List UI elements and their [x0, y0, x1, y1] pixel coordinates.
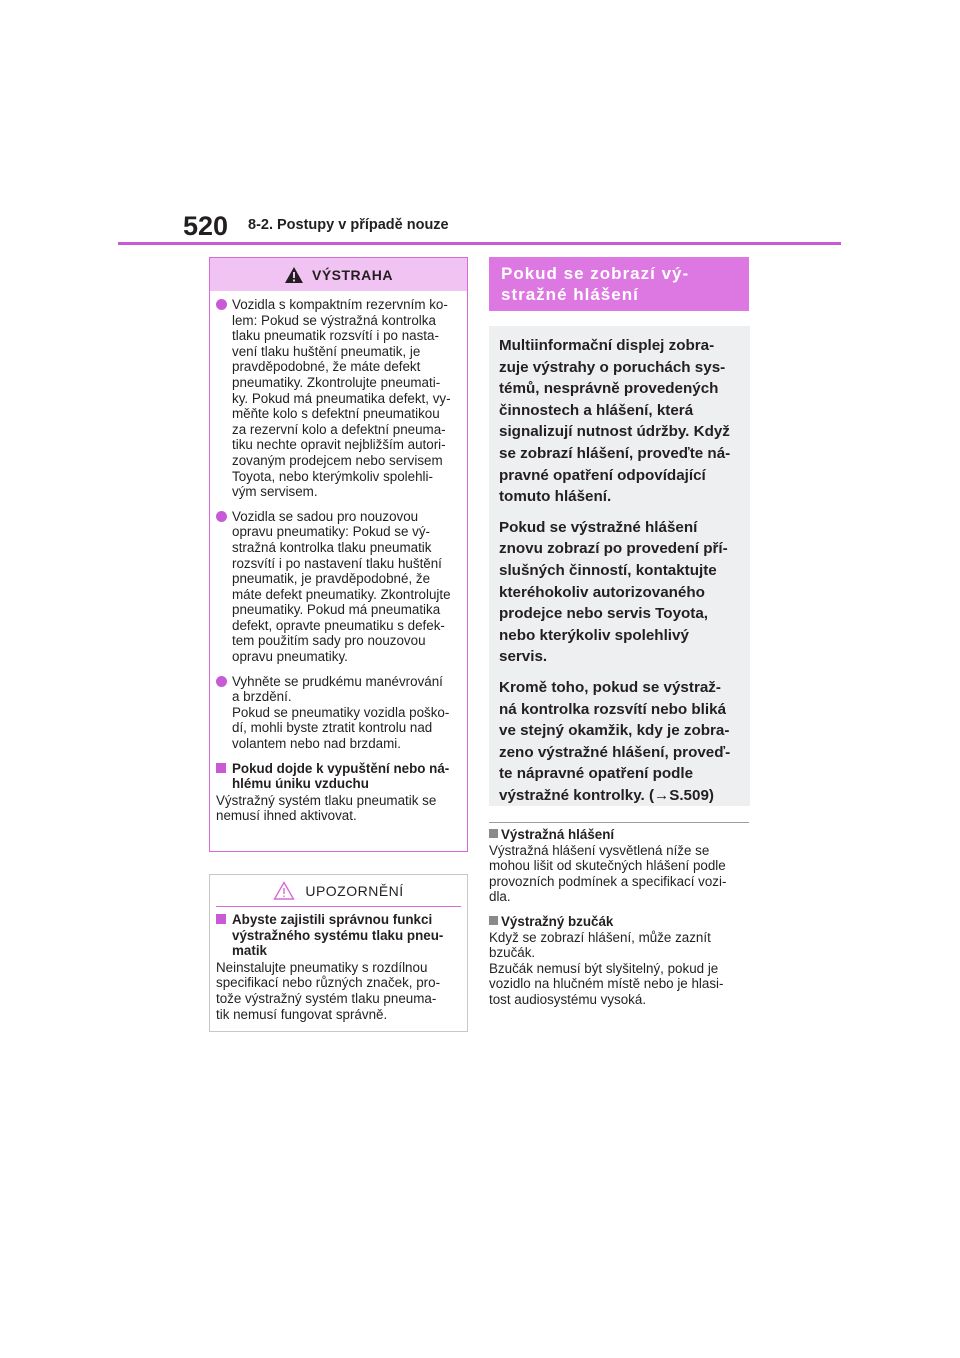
- caution-subheading: Abyste zajistili správnou funkci výstražného systému tlaku pneu- matik: [216, 912, 462, 959]
- warning-item: Vozidla se sadou pro nouzovou opravu pneumatiky: Pokud se vý- stražná kontrolka tlaku pneumatik rozsvítí i po nastavení tlaku huštění pneumatik, je pravděpodobné, že máte defekt pneumatiky. Zkontrolujte pneumatiky. Pokud má pneumatika defekt, opravte pneumatiku s defek- tem použitím sady pro nouzovou opravu pneumatiky.: [216, 509, 462, 665]
- info-box: [489, 326, 750, 806]
- right-sections: [489, 827, 751, 1017]
- caution-triangle-icon: [273, 881, 295, 900]
- warning-subtext: Výstražný systém tlaku pneumatik se nemusí ihned aktivovat.: [216, 792, 437, 824]
- bullet-dot-icon: [216, 299, 227, 310]
- header-rule: [118, 242, 841, 245]
- warning-item: Vozidla s kompaktním rezervním ko- lem: Pokud se výstražná kontrolka tlaku pneumatik rozsvítí i po nasta- vení tlaku huštění pneumatik, je pravděpodobné, že máte defekt pneumatiky. Zkontrolujte pneumati- ky. Pokud má pneumatika defekt, vy- měňte kolo s defektní pneumatikou za rezervní kolo a defektní pneuma- tiku nechte opravit nejbližším autori- zovaným prodejcem nebo servisem Toyota, nebo kterýmkoliv spolehli- vým servisem.: [216, 297, 462, 500]
- section-heading: Výstražná hlášení: [489, 827, 751, 843]
- section-body: Když se zobrazí hlášení, může zaznít bzučák. Bzučák nemusí být slyšitelný, pokud je vozidlo na hlučném místě nebo je hlasi- tost audiosystému vysoká.: [489, 929, 724, 1007]
- bullet-square-icon: [216, 914, 226, 924]
- info-paragraph: Kromě toho, pokud se výstraž- ná kontrolka rozsvítí nebo bliká ve stejný okamžik, kdy je zobra- zeno výstražné hlášení, proveď- te nápravné opatření podle výstražné kontrolky. (→S.509): [499, 678, 731, 804]
- bullet-dot-icon: [216, 511, 227, 522]
- caution-title: UPOZORNĚNÍ: [305, 882, 404, 899]
- info-paragraph: Multiinformační displej zobra- zuje výstrahy o poruchách sys- témů, nesprávně provedených činnostech a hlášení, která signalizují nutnost údržby. Když se zobrazí hlášení, proveďte ná- pravné opatření odpovídající tomuto hlášení.: [499, 337, 731, 506]
- section-heading: Výstražný bzučák: [489, 914, 751, 930]
- warning-box: [209, 257, 468, 852]
- warning-subheading: Pokud dojde k vypuštění nebo ná- hlému úniku vzduchu: [216, 761, 462, 792]
- section-title: 8-2. Postupy v případě nouze: [248, 217, 449, 233]
- right-heading: Pokud se zobrazí vý- stražné hlášení: [489, 257, 749, 311]
- divider: [489, 822, 749, 823]
- warning-triangle-icon: [284, 266, 304, 284]
- caution-text: Neinstalujte pneumatiky s rozdílnou specifikací nebo různých značek, pro- tože výstražný systém tlaku pneuma- tik nemusí fungovat správně.: [216, 959, 441, 1022]
- bullet-square-icon: [216, 763, 226, 773]
- bullet-dot-icon: [216, 676, 227, 687]
- warning-header: [210, 258, 467, 291]
- page-number: 520: [183, 211, 229, 241]
- warning-item: Vyhněte se prudkému manévrování a brzdění. Pokud se pneumatiky vozidla poško- dí, mohli byste ztratit kontrolu nad volantem nebo nad brzdami.: [216, 674, 462, 752]
- warning-title: VÝSTRAHA: [311, 266, 393, 283]
- caution-header: [216, 875, 461, 907]
- bullet-square-icon: [489, 829, 498, 838]
- caution-box: [209, 874, 468, 1032]
- bullet-square-icon: [489, 916, 498, 925]
- section-body: Výstražná hlášení vysvětlená níže se mohou lišit od skutečných hlášení podle provozních podmínek a specifikací vozi- dla.: [489, 842, 727, 905]
- info-paragraph: Pokud se výstražné hlášení znovu zobrazí po provedení pří- slušných činností, kontaktujte kteréhokoliv autorizovaného prodejce nebo servis Toyota, nebo kterýkoliv spolehlivý servis.: [499, 518, 728, 666]
